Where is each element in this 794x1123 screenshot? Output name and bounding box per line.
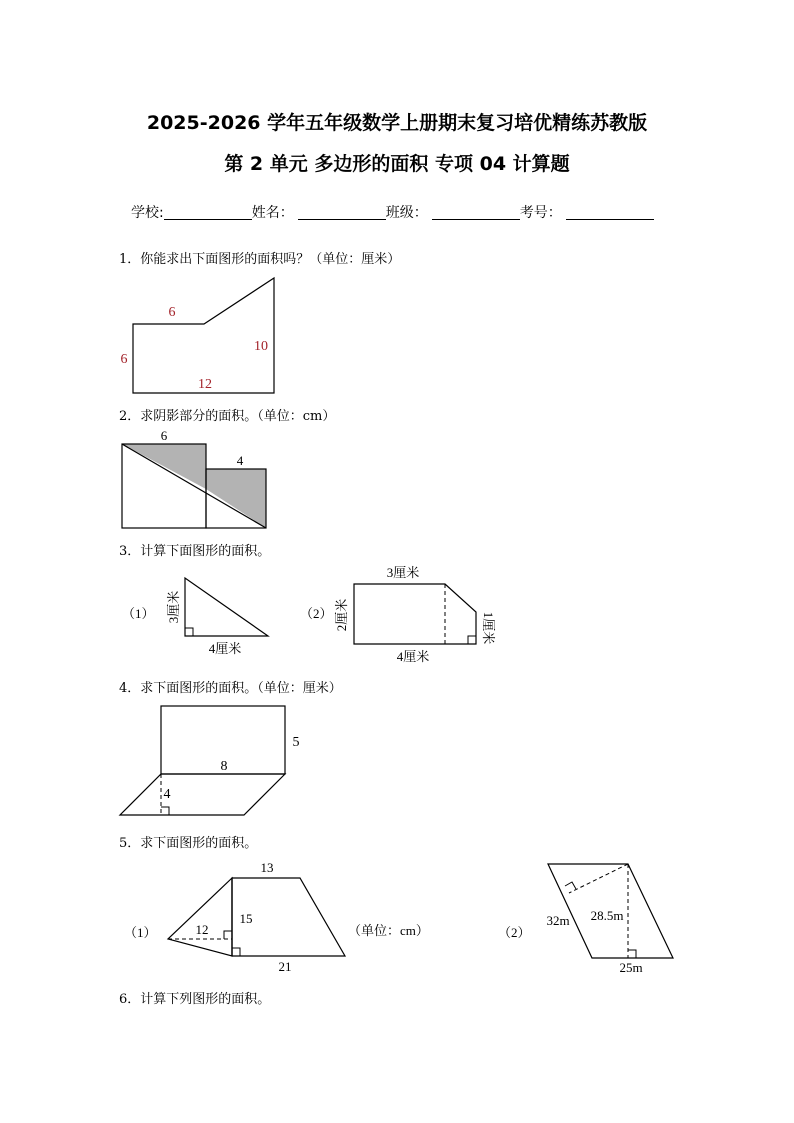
q3-2-tag: （2） (300, 606, 333, 621)
q5-2-base-label: 25m (619, 960, 643, 975)
name-label: 姓名： (251, 205, 294, 221)
q1-right-label: 10 (254, 339, 268, 354)
figure-q5-2-parallelogram (498, 864, 673, 975)
figure-q1-pentagon (121, 278, 275, 393)
figure-q2-shaded-squares (122, 428, 266, 528)
q3-1-base-label: 4厘米 (208, 641, 242, 656)
class-label: 班级： (385, 205, 428, 221)
q4-shared-side-label: 8 (220, 759, 228, 774)
question-6-text: 6．计算下列图形的面积。 (119, 992, 271, 1007)
question-3-text: 3．计算下面图形的面积。 (119, 544, 271, 559)
q1-left-label: 6 (120, 352, 128, 367)
question-2-text: 2．求阴影部分的面积。（单位：cm） (119, 409, 336, 424)
q5-1-unit: （单位：cm） (348, 923, 429, 938)
q1-top-label: 6 (168, 305, 176, 320)
q5-2-tag: （2） (498, 925, 531, 940)
q5-2-side-label: 32m (546, 913, 570, 928)
q3-1-tag: （1） (122, 606, 155, 621)
figure-q5-1-composite (124, 860, 429, 974)
exam-no-label: 考号： (519, 205, 562, 221)
q5-1-top-label: 13 (260, 860, 274, 875)
page-subtitle: 第 2 单元 多边形的面积 专项 04 计算题 (224, 153, 570, 175)
q5-1-trap-height-label: 15 (239, 911, 253, 926)
figure-q4-rect-parallelogram (120, 706, 300, 815)
q5-1-tag: （1） (124, 925, 157, 940)
q1-bottom-label: 12 (198, 377, 212, 392)
q3-2-top-label: 3厘米 (386, 565, 420, 580)
question-5-text: 5．求下面图形的面积。 (119, 836, 258, 851)
q2-small-side-label: 4 (236, 453, 244, 468)
page-title: 2025-2026 学年五年级数学上册期末复习培优精练苏教版 (146, 112, 648, 134)
q3-2-right-label: 1厘米 (481, 611, 496, 645)
q3-1-height-label: 3厘米 (166, 590, 181, 624)
q5-2-height-label: 28.5m (590, 908, 624, 923)
q4-rect-height-label: 5 (292, 735, 300, 750)
figure-q3-1-triangle (122, 578, 268, 656)
q3-2-left-label: 2厘米 (334, 598, 349, 632)
figure-q3-2-pentagon (300, 565, 496, 664)
q5-1-bottom-label: 21 (278, 959, 292, 974)
q5-1-tri-height-label: 12 (195, 922, 209, 937)
q2-big-side-label: 6 (160, 428, 168, 443)
question-4-text: 4．求下面图形的面积。（单位：厘米） (119, 681, 342, 696)
school-label: 学校: (131, 205, 164, 221)
q4-para-height-label: 4 (163, 787, 171, 802)
q3-2-bottom-label: 4厘米 (396, 649, 430, 664)
question-1-text: 1．你能求出下面图形的面积吗？（单位：厘米） (119, 252, 401, 267)
